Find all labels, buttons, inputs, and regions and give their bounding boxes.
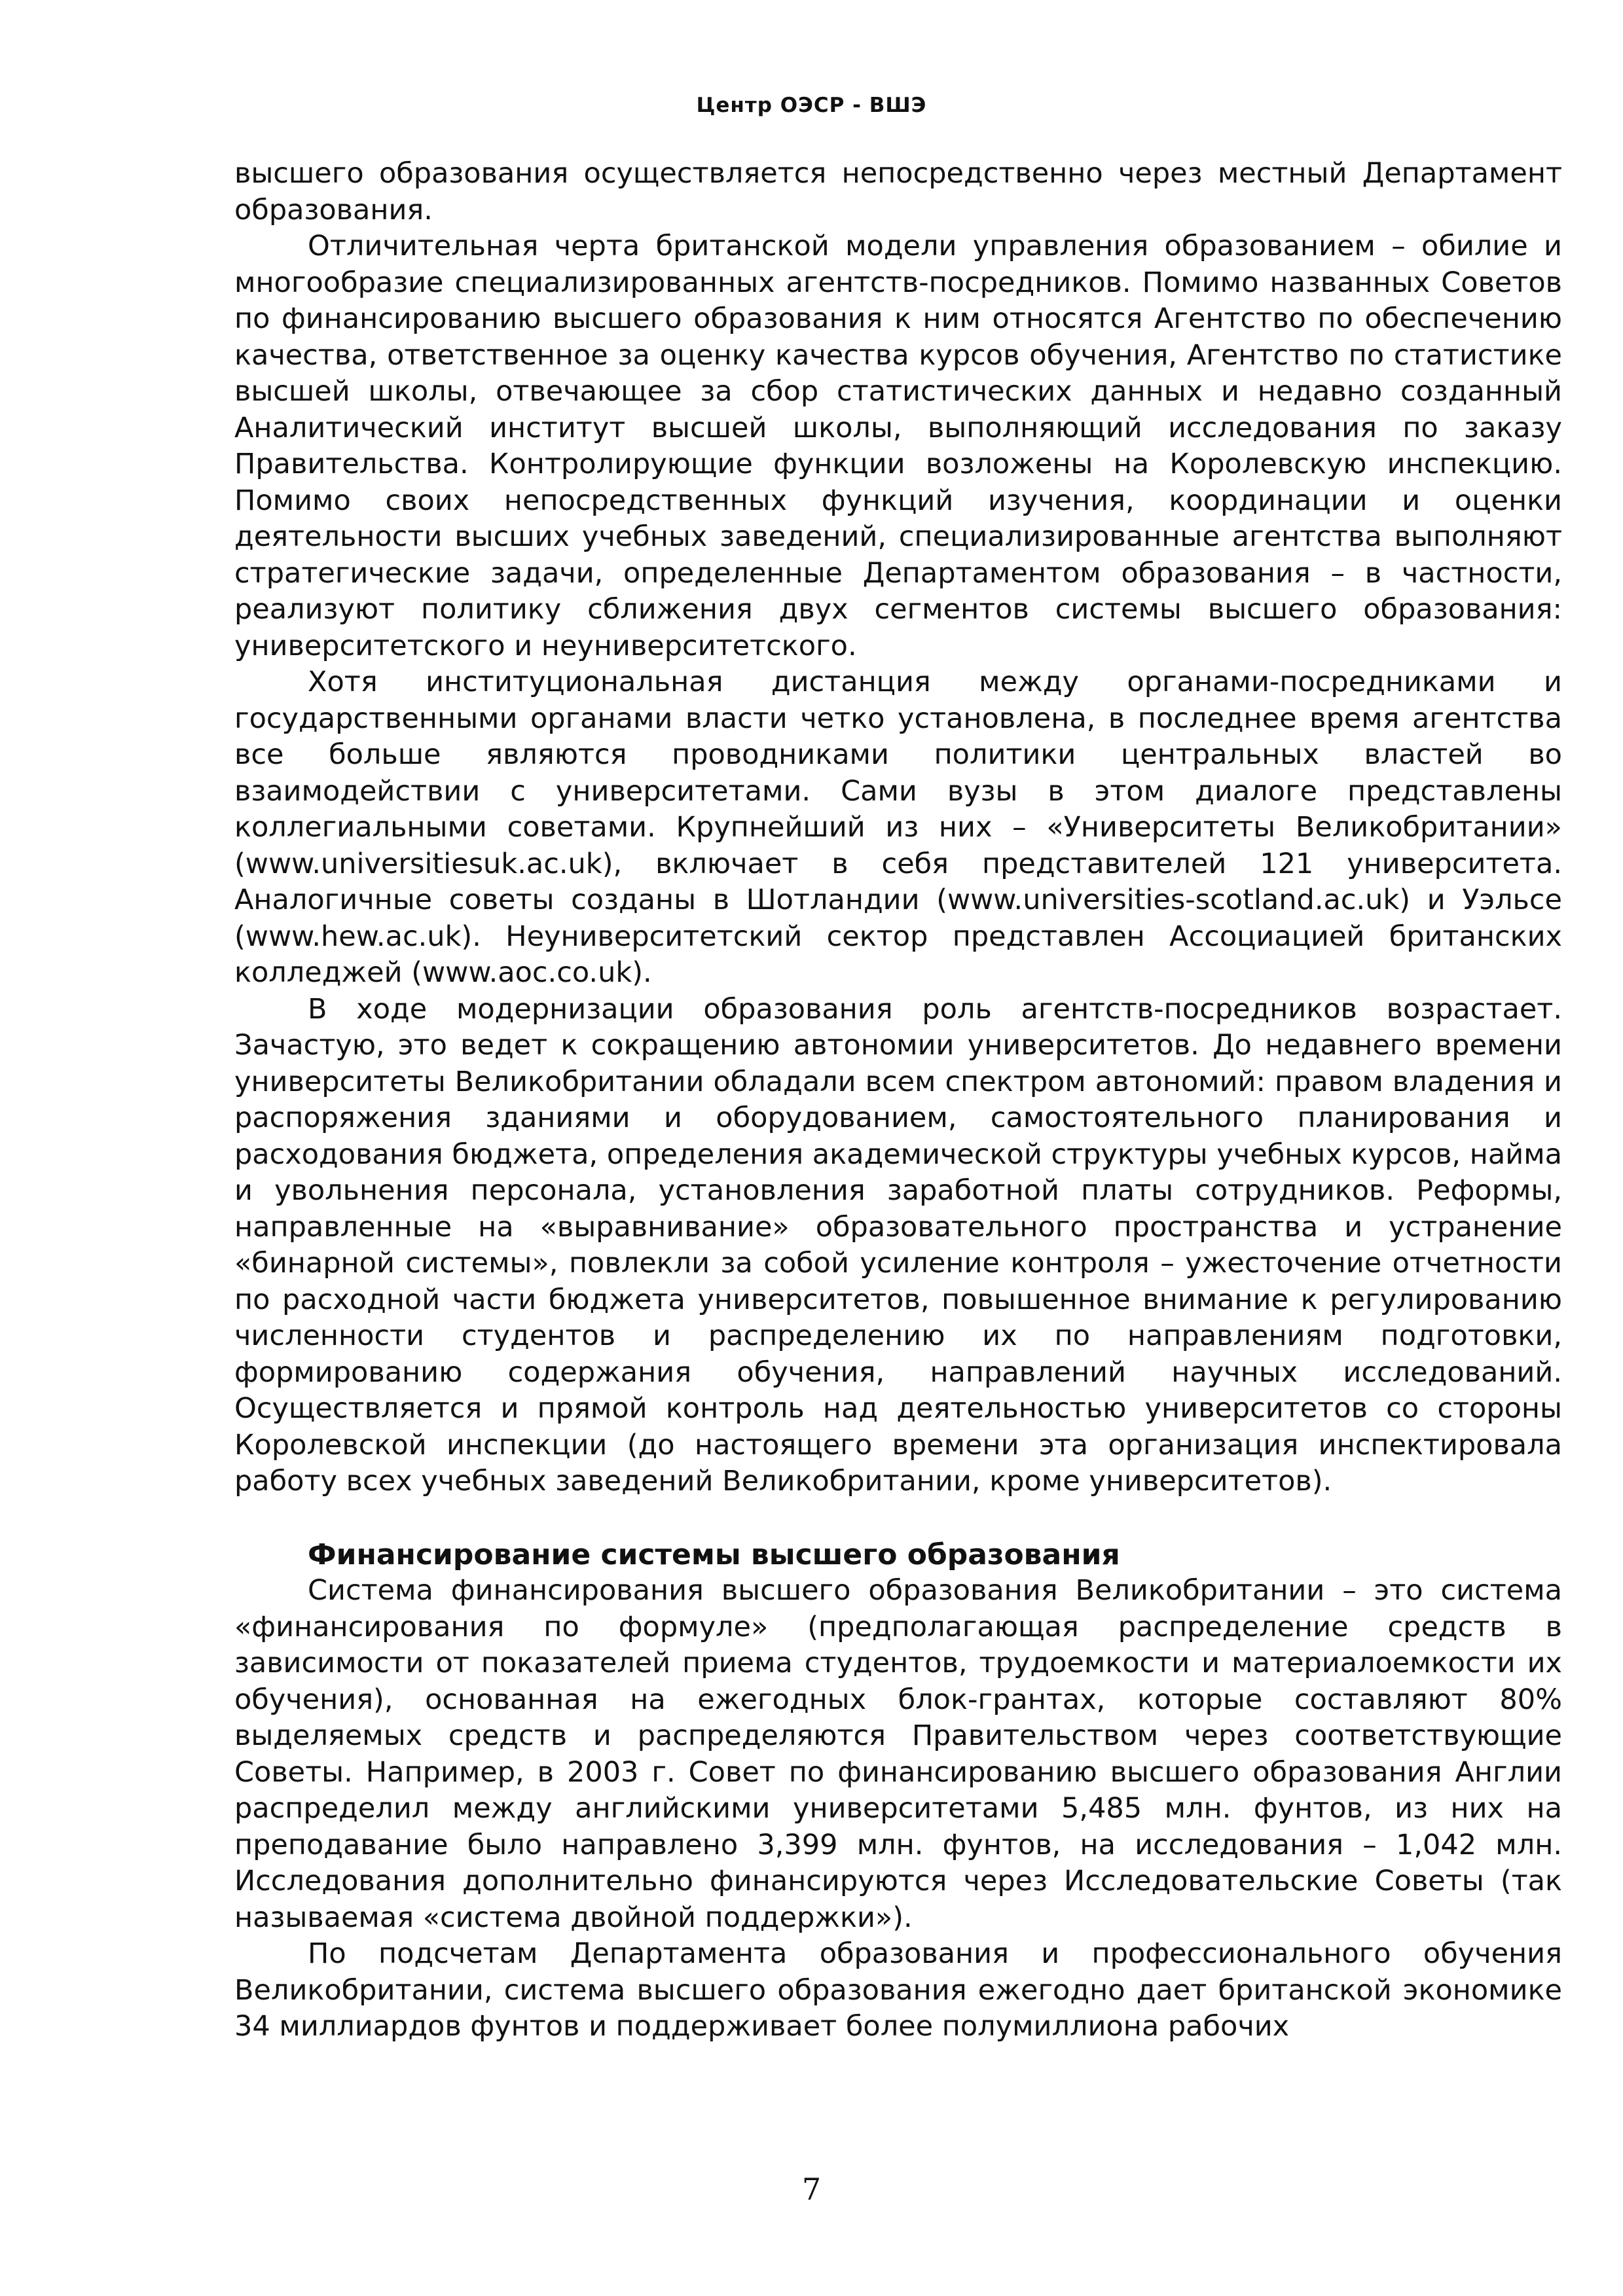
paragraph-agencies: Отличительная черта британской модели управления образованием – обилие и многообразие специализированных агентств-посредников. Помимо названных Советов по финансированию высшего образования к ним относятся Агентство по обеспечению качества, ответственное за оценку качества курсов обучения, Агентство по статистике высшей школы, отвечающее за сбор статистических данных и недавно созданный Аналитический институт высшей школы, выполняющий исследования по заказу Правительства. Контролирующие функции возложены на Королевскую инспекцию. Помимо своих непосредственных функций изучения, координации и оценки деятельности высших учебных заведений, специализированные агентства выполняют стратегические задачи, определенные Департаментом образования – в частности, реализуют политику сближения двух сегментов системы высшего образования: университетского и неуниверситетского. [234,230,1562,662]
paragraph-funding-formula: Система финансирования высшего образования Великобритании – это система «финансирования по формуле» (предполагающая распределение средств в зависимости от показателей приема студентов, трудоемкости и материалоемкости их обучения), основанная на ежегодных блок-грантах, которые составляют 80% выделяемых средств и распределяются Правительством через соответствующие Советы. Например, в 2003 г. Совет по финансированию высшего образования Англии распределил между английскими университетами 5,485 млн. фунтов, из них на преподавание было направлено 3,399 млн. фунтов, на исследования – 1,042 млн. Исследования дополнительно финансируются через Исследовательские Советы (так называемая «система двойной поддержки»). [234,1574,1562,1934]
page-number: 7 [801,2172,822,2207]
paragraph-continuation: высшего образования осуществляется непосредственно через местный Департамент образования. [234,157,1562,226]
section-heading: Финансирование системы высшего образования [308,1537,1120,1571]
paragraph-councils: Хотя институциональная дистанция между органами-посредниками и государственными органами власти четко установлена, в последнее время агентства все больше являются проводниками политики центральных властей во взаимодействии с университетами. Сами вузы в этом диалоге представлены коллегиальными советами. Крупнейший из них – «Университеты Великобритании» (www.universitiesuk.ac.uk), включает в себя представителей 121 университета. Аналогичные советы созданы в Шотландии (www.universities-scotland.ac.uk) и Уэльсе (www.hew.ac.uk). Неуниверситетский сектор представлен Ассоциацией британских колледжей (www.aoc.co.uk). [234,666,1562,989]
paragraph-autonomy: В ходе модернизации образования роль агентств-посредников возрастает. Зачастую, это ведет к сокращению автономии университетов. До недавнего времени университеты Великобритании обладали всем спектром автономий: правом владения и распоряжения зданиями и оборудованием, самостоятельного планирования и расходования бюджета, определения академической структуры учебных курсов, найма и увольнения персонала, установления заработной платы сотрудников. Реформы, направленные на «выравнивание» образовательного пространства и устранение «бинарной системы», повлекли за собой усиление контроля – ужесточение отчетности по расходной части бюджета университетов, повышенное внимание к регулированию численности студентов и распределению их по направлениям подготовки, формированию содержания обучения, направлений научных исследований. Осуществляется и прямой контроль над деятельностью университетов со стороны Королевской инспекции (до настоящего времени эта организация инспектировала работу всех учебных заведений Великобритании, кроме университетов). [234,992,1562,1498]
body-text [234,156,1562,2045]
paragraph-economic-impact: По подсчетам Департамента образования и профессионального обучения Великобритании, система высшего образования ежегодно дает британской экономике 34 миллиардов фунтов и поддерживает более полумиллиона рабочих [234,1937,1562,2043]
running-header: Центр ОЭСР - ВШЭ [696,94,927,117]
